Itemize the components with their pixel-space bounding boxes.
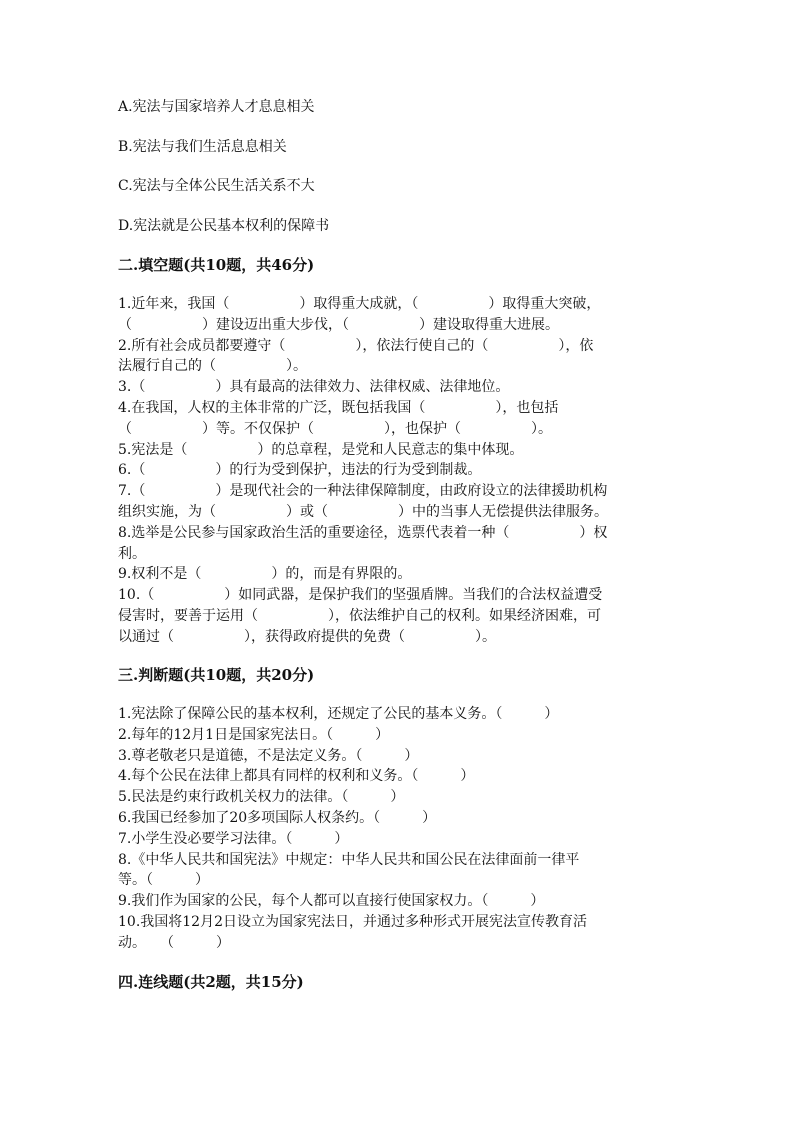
- question-line: 法履行自己的（ ）。: [118, 358, 307, 375]
- choice-option-d: D.宪法就是公民基本权利的保障书: [118, 218, 330, 234]
- question-line: 9.权利不是（ ）的，而是有界限的。: [118, 566, 412, 583]
- question-line: 6.（ ）的行为受到保护，违法的行为受到制裁。: [118, 462, 482, 479]
- choice-option-a: A.宪法与国家培养人才息息相关: [118, 99, 315, 115]
- question-line: 2.所有社会成员都要遵守（ ），依法行使自己的（ ），依: [118, 337, 594, 354]
- question-line: （ ）建设迈出重大步伐，（ ）建设取得重大进展。: [118, 316, 559, 333]
- question-line: 5.民法是约束行政机关权力的法律。（ ）: [118, 789, 405, 806]
- question-line: 9.我们作为国家的公民，每个人都可以直接行使国家权力。（ ）: [118, 893, 545, 910]
- section-heading-matching: 四.连线题(共2题，共15分): [118, 973, 304, 991]
- question-line: 4.每个公民在法律上都具有同样的权利和义务。（ ）: [118, 768, 475, 785]
- question-line: 5.宪法是（ ）的总章程，是党和人民意志的集中体现。: [118, 441, 524, 458]
- fill-in-questions: [118, 294, 676, 648]
- choice-option-b: B.宪法与我们生活息息相关: [118, 139, 287, 155]
- question-line: 侵害时，要善于运用（ ），依法维护自己的权利。如果经济困难，可: [118, 607, 601, 624]
- question-line: 8.选举是公民参与国家政治生活的重要途径，选票代表着一种（ ）权: [118, 524, 608, 541]
- question-line: 4.在我国，人权的主体非常的广泛，既包括我国（ ），也包括: [118, 399, 559, 416]
- question-line: 10.我国将12月2日设立为国家宪法日，并通过多种形式开展宪法宣传教育活: [118, 913, 587, 930]
- question-line: 6.我国已经参加了20多项国际人权条约。（ ）: [118, 809, 437, 826]
- question-line: 动。 （ ）: [118, 934, 230, 951]
- section-heading-true-false: 三.判断题(共10题，共20分): [118, 666, 315, 684]
- question-line: 7.（ ）是现代社会的一种法律保障制度，由政府设立的法律援助机构: [118, 483, 608, 500]
- question-line: 以通过（ ），获得政府提供的免费（ ）。: [118, 628, 496, 645]
- question-line: 3.尊老敬老只是道德，不是法定义务。（ ）: [118, 747, 419, 764]
- question-line: 8.《中华人民共和国宪法》中规定：中华人民共和国公民在法律面前一律平: [118, 851, 580, 868]
- section-heading-fill-in: 二.填空题(共10题，共46分): [118, 256, 315, 274]
- question-line: （ ）等。不仅保护（ ），也保护（ ）。: [118, 420, 552, 437]
- question-line: 1.近年来，我国（ ）取得重大成就，（ ）取得重大突破，: [118, 296, 601, 312]
- question-line: 2.每年的12月1日是国家宪法日。（ ）: [118, 726, 390, 743]
- question-line: 10.（ ）如同武器，是保护我们的坚强盾牌。当我们的合法权益遭受: [118, 587, 603, 604]
- question-line: 1.宪法除了保障公民的基本权利，还规定了公民的基本义务。（ ）: [118, 706, 559, 722]
- question-line: 等。（ ）: [118, 872, 209, 889]
- true-false-questions: [118, 704, 676, 954]
- question-line: 7.小学生没必要学习法律。（ ）: [118, 830, 349, 847]
- question-line: 3.（ ）具有最高的法律效力、法律权威、法律地位。: [118, 379, 510, 396]
- question-line: 利。: [118, 545, 146, 562]
- choice-option-c: C.宪法与全体公民生活关系不大: [118, 178, 315, 194]
- question-line: 组织实施，为（ ）或（ ）中的当事人无偿提供法律服务。: [118, 503, 608, 520]
